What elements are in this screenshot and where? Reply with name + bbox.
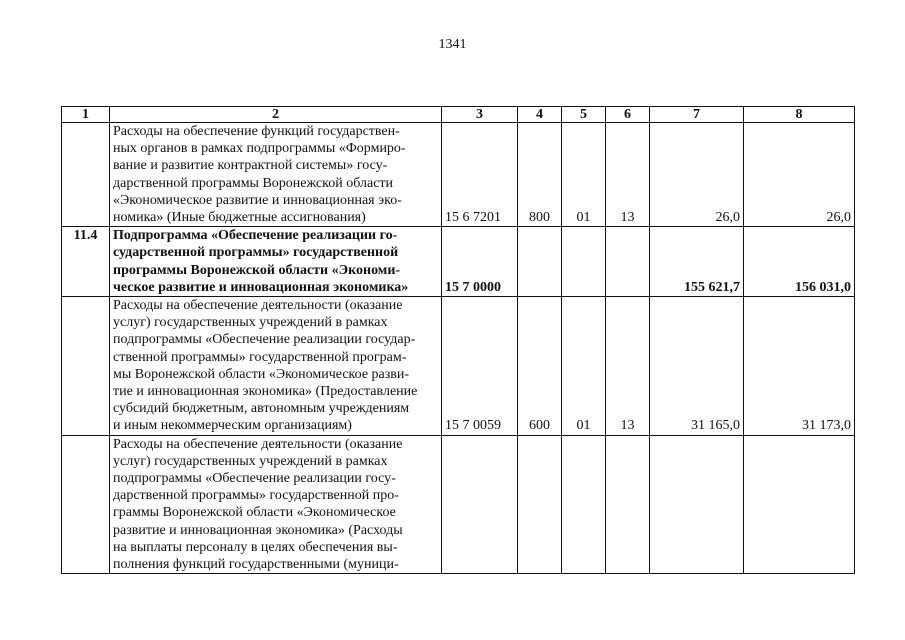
col-header-8: 8 (744, 107, 855, 123)
table-row (62, 435, 855, 574)
description-line: и иным некоммерческим организациям) (113, 418, 352, 434)
description-line: ческое развитие и инновационная экономика» (113, 279, 409, 295)
col-header-5: 5 (562, 107, 606, 123)
col-header-4: 4 (518, 107, 562, 123)
expense-type (518, 227, 562, 297)
row-description (110, 227, 442, 297)
amount-col7: 26,0 (650, 123, 744, 227)
row-number (62, 435, 110, 574)
amount-col8: 156 031,0 (744, 227, 855, 297)
subsection (606, 435, 650, 574)
budget-table (61, 106, 855, 574)
target-code: 15 6 7201 (442, 123, 518, 227)
col-header-2: 2 (110, 107, 442, 123)
description-line: Расходы на обеспечение функций государствен- (113, 124, 400, 139)
target-code (442, 435, 518, 574)
description-line: Подпрограмма «Обеспечение реализации го- (113, 228, 398, 244)
description-line: полнения функций государственными (муници- (113, 557, 399, 573)
description-line: тие и инновационная экономика» (Предоставление (113, 384, 418, 400)
table-row (62, 297, 855, 436)
description-line: номика» (Иные бюджетные ассигнования) (113, 210, 366, 226)
col-header-1: 1 (62, 107, 110, 123)
amount-col8 (744, 435, 855, 574)
section (562, 227, 606, 297)
section (562, 435, 606, 574)
description-line: услуг) государственных учреждений в рамках (113, 453, 388, 469)
description-line: подпрограммы «Обеспечение реализации государ- (113, 332, 416, 348)
expense-type: 600 (518, 297, 562, 436)
row-number (62, 123, 110, 227)
page-number: 1341 (438, 37, 467, 52)
col-header-6: 6 (606, 107, 650, 123)
col-header-7: 7 (650, 107, 744, 123)
description-line: услуг) государственных учреждений в рамках (113, 315, 388, 331)
subsection (606, 227, 650, 297)
subsection: 13 (606, 297, 650, 436)
target-code: 15 7 0000 (442, 227, 518, 297)
description-line: программы Воронежской области «Экономи- (113, 262, 401, 278)
description-line: подпрограммы «Обеспечение реализации госу- (113, 471, 396, 487)
subsection: 13 (606, 123, 650, 227)
description-line: дарственной программы» государственной про- (113, 488, 399, 504)
description-line: ственной программы» государственной програм- (113, 349, 407, 365)
expense-type: 800 (518, 123, 562, 227)
description-line: Расходы на обеспечение деятельности (оказание (113, 436, 403, 452)
expense-type (518, 435, 562, 574)
row-description (110, 123, 442, 227)
row-number: 11.4 (62, 227, 110, 297)
amount-col7 (650, 435, 744, 574)
row-description (110, 297, 442, 436)
description-line: «Экономическое развитие и инновационная эко- (113, 192, 402, 208)
amount-col7: 31 165,0 (650, 297, 744, 436)
description-line: субсидий бюджетным, автономным учреждениям (113, 401, 410, 417)
amount-col7: 155 621,7 (650, 227, 744, 297)
description-line: вание и развитие контрактной системы» госу- (113, 158, 388, 174)
col-header-3: 3 (442, 107, 518, 123)
description-line: ных органов в рамках подпрограммы «Формиро- (113, 141, 406, 157)
header-row (62, 107, 855, 123)
table-row (62, 227, 855, 297)
table-row (62, 123, 855, 227)
description-line: на выплаты персоналу в целях обеспечения вы- (113, 539, 398, 555)
description-line: Расходы на обеспечение деятельности (оказание (113, 298, 403, 314)
description-line: дарственной программы Воронежской области (113, 175, 394, 191)
amount-col8: 26,0 (744, 123, 855, 227)
description-line: граммы Воронежской области «Экономическое (113, 505, 396, 521)
target-code: 15 7 0059 (442, 297, 518, 436)
description-line: мы Воронежской области «Экономическое разви- (113, 366, 410, 382)
section: 01 (562, 297, 606, 436)
row-number (62, 297, 110, 436)
description-line: развитие и инновационная экономика» (Расходы (113, 522, 403, 538)
row-description (110, 435, 442, 574)
description-line: сударственной программы» государственной (113, 245, 399, 261)
section: 01 (562, 123, 606, 227)
amount-col8: 31 173,0 (744, 297, 855, 436)
